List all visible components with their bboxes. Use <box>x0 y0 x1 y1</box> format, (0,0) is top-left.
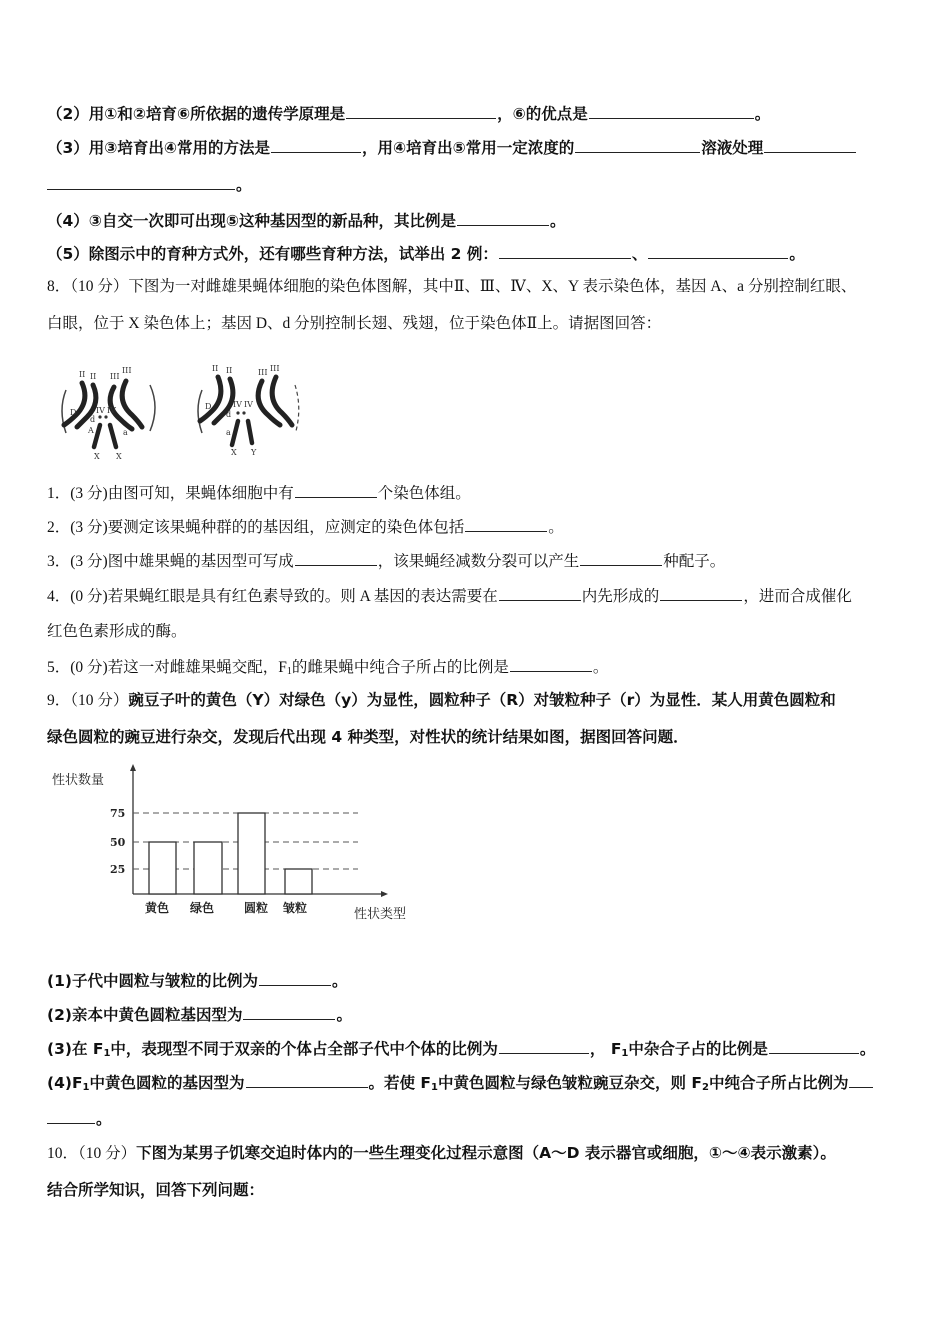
svg-text:IV: IV <box>96 406 105 415</box>
svg-text:III: III <box>122 366 132 375</box>
answer-blank[interactable] <box>47 174 235 190</box>
q7-part5 <box>47 243 805 264</box>
svg-text:性状类型: 性状类型 <box>354 907 407 922</box>
q7-part3-text: 。 <box>236 176 252 194</box>
q8-stem-line2: 白眼，位于 X 染色体上；基因 D、d 分别控制长翅、残翅，位于染色体Ⅱ上。请据图回答： <box>47 315 662 332</box>
q7-part5-text: （5）除图示中的育种方式外，还有哪些育种方法，试举出 2 例： <box>47 245 498 263</box>
q9-sub2 <box>47 1004 352 1025</box>
answer-blank[interactable] <box>243 1004 335 1020</box>
svg-text:75: 75 <box>110 807 126 820</box>
q7-part4-text: 。 <box>550 212 566 230</box>
svg-text:II: II <box>226 366 233 375</box>
q7-part3-cont <box>47 174 252 195</box>
q9-sub4 <box>47 1072 874 1093</box>
q8-sub3-text: 3．(3 分)图中雄果蝇的基因型可写成 <box>47 553 294 570</box>
answer-blank[interactable] <box>465 516 547 532</box>
answer-blank[interactable] <box>660 585 742 601</box>
subscript: 1 <box>103 1048 111 1059</box>
svg-text:IV: IV <box>244 400 253 409</box>
svg-text:25: 25 <box>110 863 126 876</box>
q9-stem-text: 豌豆子叶的黄色（Y）对绿色（y）为显性，圆粒种子（R）对皱粒种子（r）为显性．某人用黄色圆粒和 <box>128 691 836 709</box>
answer-blank[interactable] <box>47 1108 95 1124</box>
answer-blank[interactable] <box>499 243 631 259</box>
svg-text:II: II <box>90 372 97 381</box>
svg-text:a: a <box>123 428 128 437</box>
trait-bar-chart <box>48 762 428 932</box>
q8-sub2 <box>47 516 564 538</box>
q9-sub4-text: 。若使 F <box>368 1074 432 1092</box>
svg-text:圆粒: 圆粒 <box>244 901 269 915</box>
svg-text:A: A <box>88 426 94 435</box>
q8-sub5 <box>47 656 608 678</box>
q7-part5-text: 。 <box>789 245 805 263</box>
answer-blank[interactable] <box>499 1038 589 1054</box>
svg-text:性状数量: 性状数量 <box>52 773 105 788</box>
q9-sub1-text: 。 <box>331 972 348 990</box>
svg-text:d: d <box>226 410 232 419</box>
bar-chart <box>48 762 428 932</box>
q7-part2-text: 。 <box>754 105 771 123</box>
answer-blank[interactable] <box>259 970 331 986</box>
q7-part4 <box>47 210 566 231</box>
answer-blank[interactable] <box>580 550 662 566</box>
svg-text:III: III <box>110 372 120 381</box>
answer-blank[interactable] <box>575 137 700 153</box>
svg-text:X: X <box>231 448 237 457</box>
answer-blank[interactable] <box>295 550 377 566</box>
svg-text:III: III <box>258 368 268 377</box>
svg-text:X: X <box>116 452 122 460</box>
q9-stem-line2: 绿色圆粒的豌豆进行杂交，发现后代出现 4 种类型，对性状的统计结果如图，据图回答问题． <box>47 728 689 746</box>
answer-blank[interactable] <box>849 1072 873 1088</box>
q8-sub3-text: 种配子。 <box>663 553 726 570</box>
svg-text:D: D <box>205 402 212 411</box>
q9-sub4-text: 中黄色圆粒的基因型为 <box>89 1074 245 1092</box>
q7-part3-text: （3）用③培育出④常用的方法是 <box>47 139 271 157</box>
q7-part4-text: （4）③自交一次即可出现⑤这种基因型的新品种，其比例是 <box>47 212 457 230</box>
subscript: 1 <box>286 666 292 677</box>
svg-text:IV: IV <box>107 406 116 415</box>
svg-text:III: III <box>270 364 280 373</box>
q9-sub4-cont <box>47 1108 112 1129</box>
q9-sub3-text: 。 <box>859 1040 876 1058</box>
q8-sub4-text: ，进而合成催化 <box>743 588 852 605</box>
answer-blank[interactable] <box>457 210 549 226</box>
question-number: 9．（10 分） <box>47 692 129 709</box>
q8-sub1-text: 个染色体组。 <box>377 485 471 502</box>
svg-text:X: X <box>94 452 100 460</box>
answer-blank[interactable] <box>346 103 496 119</box>
chromosome-diagram-icon <box>50 355 310 460</box>
answer-blank[interactable] <box>510 656 592 672</box>
q7-part3-text: 溶液处理 <box>701 139 764 157</box>
q8-sub1 <box>47 482 471 504</box>
q9-sub3-text: 中，表现型不同于双亲的个体占全部子代中个体的比例为 <box>110 1040 498 1058</box>
q7-part5-text: 、 <box>631 245 648 263</box>
svg-text:II: II <box>212 364 219 373</box>
q9-sub4-text: 中纯合子所占比例为 <box>708 1074 849 1092</box>
q10-stem-text: 下图为某男子饥寒交迫时体内的一些生理变化过程示意图（A～D 表示器官或细胞，①～④表示激素）。 <box>136 1144 836 1162</box>
subscript: 1 <box>431 1082 438 1093</box>
answer-blank[interactable] <box>648 243 788 259</box>
svg-text:d: d <box>90 415 96 424</box>
q7-part3 <box>47 137 857 158</box>
q8-sub2-text: 。 <box>548 519 564 536</box>
answer-blank[interactable] <box>246 1072 368 1088</box>
answer-blank[interactable] <box>764 137 856 153</box>
q9-sub3-text: 中杂合子占的比例是 <box>628 1040 768 1058</box>
q9-sub2-text: (2)亲本中黄色圆粒基因型为 <box>47 1006 243 1024</box>
q9-sub1 <box>47 970 347 991</box>
q10-stem-line2: 结合所学知识，回答下列问题： <box>47 1181 265 1199</box>
q7-part2 <box>47 103 770 124</box>
svg-text:绿色: 绿色 <box>190 901 215 915</box>
q8-sub4 <box>47 585 852 607</box>
answer-blank[interactable] <box>499 585 581 601</box>
svg-text:Y: Y <box>251 448 257 457</box>
q9-sub1-text: (1)子代中圆粒与皱粒的比例为 <box>47 972 258 990</box>
svg-text:皱粒: 皱粒 <box>283 901 308 915</box>
q8-sub2-text: 2．(3 分)要测定该果蝇种群的的基因组，应测定的染色体包括 <box>47 519 465 536</box>
subscript: 2 <box>702 1082 709 1093</box>
q9-stem-line1 <box>47 690 836 711</box>
subscript: 1 <box>82 1082 90 1093</box>
q8-sub4-text: 内先形成的 <box>581 588 660 605</box>
q8-sub5-text: 。 <box>592 659 609 676</box>
q9-sub3-text: (3)在 F <box>47 1040 104 1058</box>
q9-sub2-text: 。 <box>336 1006 352 1024</box>
svg-text:黄色: 黄色 <box>145 901 170 915</box>
answer-blank[interactable] <box>271 137 361 153</box>
svg-text:a: a <box>226 428 231 437</box>
q9-sub3-text: ， F <box>589 1040 622 1058</box>
subscript: 1 <box>621 1048 629 1059</box>
svg-text:50: 50 <box>110 836 126 849</box>
svg-text:II: II <box>79 370 86 379</box>
q8-stem-line1: 8．（10 分）下图为一对雌雄果蝇体细胞的染色体图解，其中Ⅱ、Ⅲ、Ⅳ、X、Y 表示染色体，基因 A、a 分别控制红眼、 <box>47 278 857 295</box>
answer-blank[interactable] <box>295 482 377 498</box>
q8-sub5-text: 5．(0 分)若这一对雌雄果蝇交配，F <box>47 659 287 676</box>
q9-sub4-text: (4)F <box>47 1074 83 1092</box>
q8-sub3-text: ，该果蝇经减数分裂可以产生 <box>377 553 580 570</box>
answer-blank[interactable] <box>769 1038 859 1054</box>
q7-part3-text: ，用④培育出⑤常用一定浓度的 <box>362 139 575 157</box>
q8-sub1-text: 1．(3 分)由图可知，果蝇体细胞中有 <box>47 485 294 502</box>
svg-text:IV: IV <box>233 400 242 409</box>
q8-sub4-text: 4．(0 分)若果蝇红眼是具有红色素导致的。则 A 基因的表达需要在 <box>47 588 498 605</box>
q9-sub4-text: 。 <box>96 1110 112 1128</box>
svg-text:D: D <box>70 408 77 417</box>
q7-part2-text: （2）用①和②培育⑥所依据的遗传学原理是 <box>47 105 346 123</box>
q8-sub5-text: 的雌果蝇中纯合子所占的比例是 <box>291 659 509 676</box>
q7-part2-text: ，⑥的优点是 <box>497 105 588 123</box>
q10-stem-line1 <box>47 1143 836 1164</box>
question-number: 10．（10 分） <box>47 1145 137 1162</box>
q9-sub4-text: 中黄色圆粒与绿色皱粒豌豆杂交，则 F <box>438 1074 702 1092</box>
q8-sub3 <box>47 550 725 572</box>
chromosome-figure <box>50 355 310 460</box>
q8-sub4-cont: 红色色素形成的酶。 <box>47 623 187 640</box>
q9-sub3 <box>47 1038 875 1059</box>
answer-blank[interactable] <box>589 103 754 119</box>
